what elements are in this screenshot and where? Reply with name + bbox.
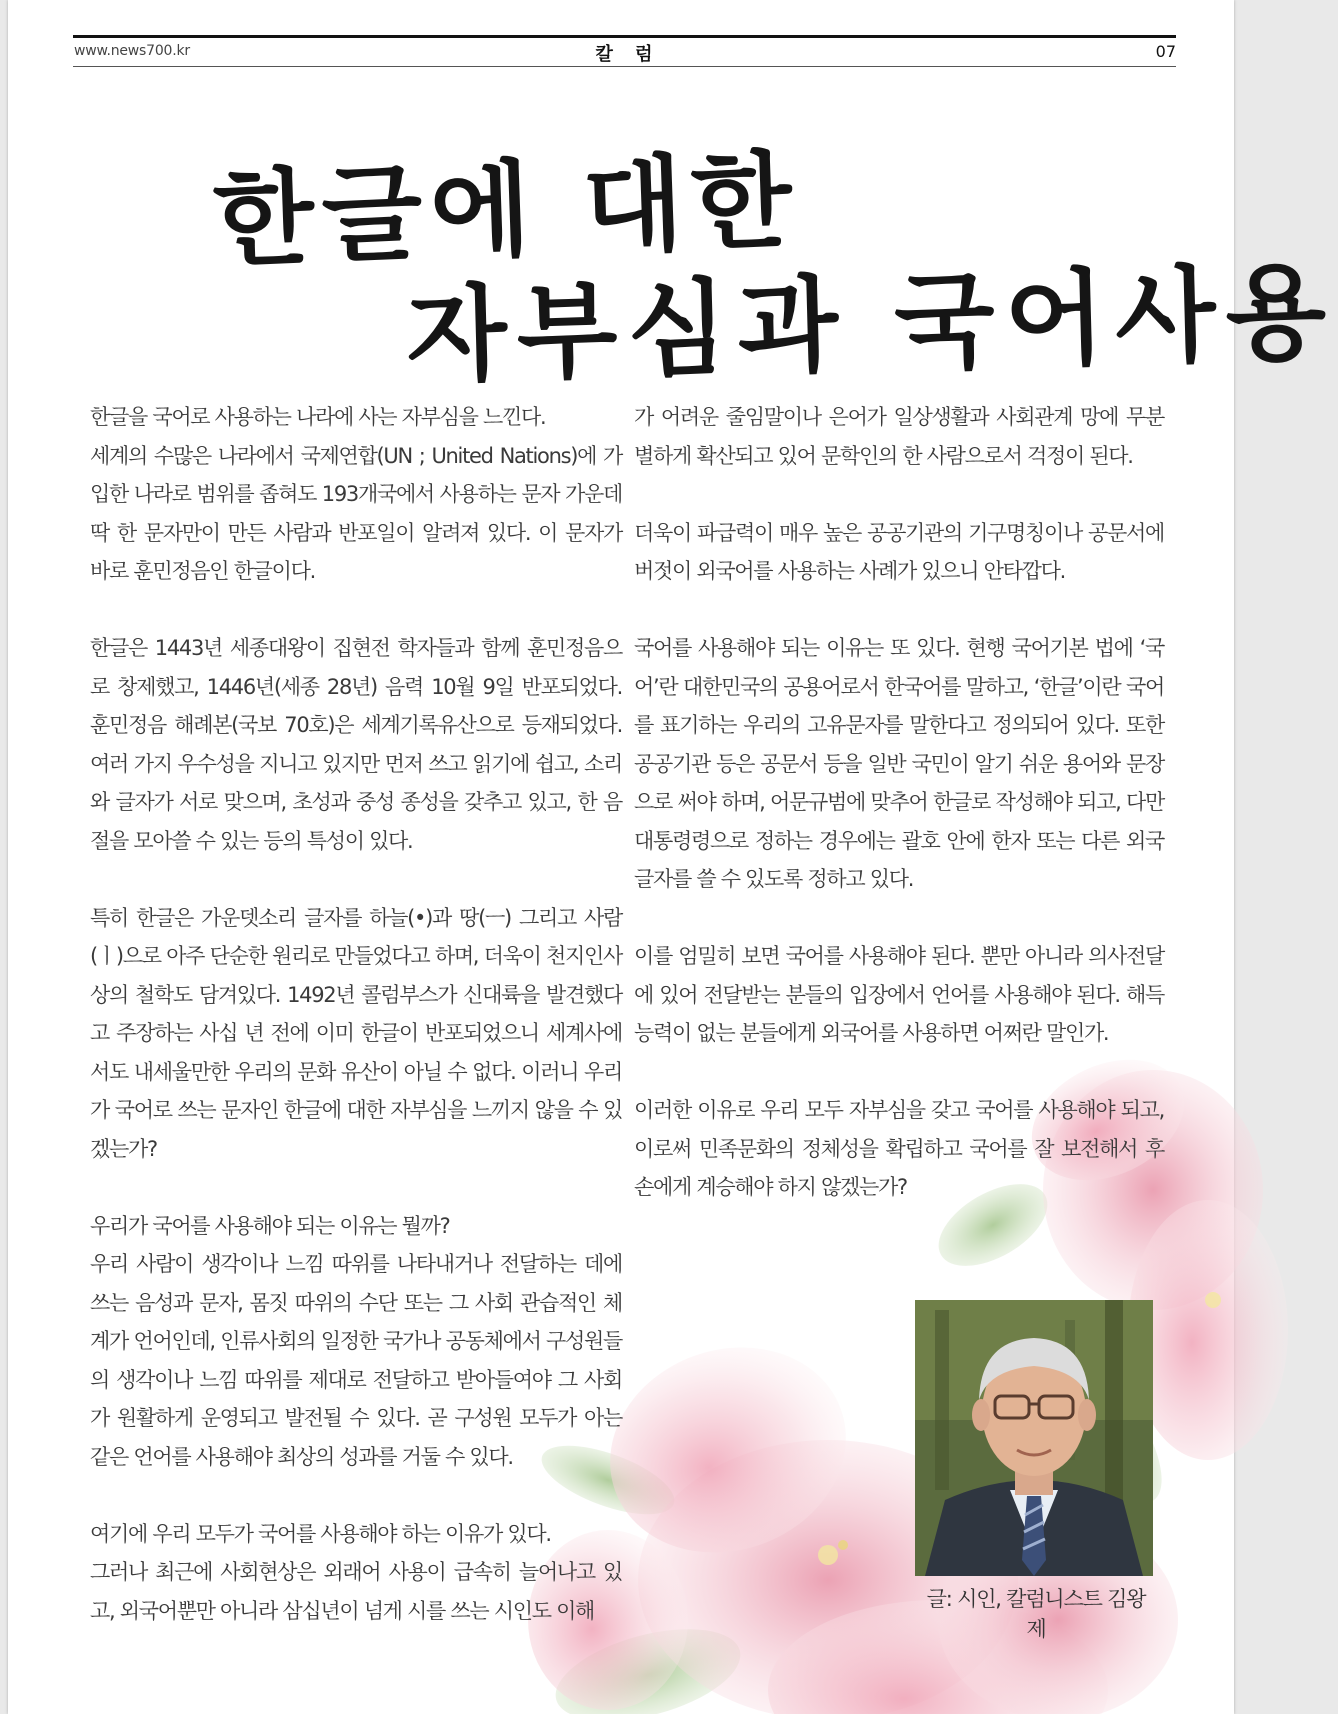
article-title-line-2: 자부심과 국어사용: [404, 249, 1338, 398]
article-paragraph: 더욱이 파급력이 매우 높은 공공기관의 기구명칭이나 공문서에 버젓이 외국어를 사용하는 사례가 있으니 안타깝다.: [634, 520, 1164, 583]
header-top-rule: [73, 35, 1176, 38]
newspaper-page: [8, 0, 1338, 1714]
header-bottom-rule: [73, 66, 1176, 67]
article-left-column: [90, 398, 622, 1630]
header-section-title: 칼 럼: [595, 44, 661, 65]
article-title-line-1: 한글에 대한: [211, 137, 802, 282]
article-paragraph: 가 어려운 줄임말이나 은어가 일상생활과 사회관계 망에 무분별하게 확산되고 있어 문학인의 한 사람으로서 걱정이 된다.: [634, 405, 1164, 468]
author-portrait-photo: [915, 1300, 1153, 1576]
article-paragraph: 한글을 국어로 사용하는 나라에 사는 자부심을 느낀다. 세계의 수많은 나라에서 국제연합(UN ; United Nations)에 가입한 나라로 범위를 좁혀도 193개국에서 사용하는 문자 가운데 딱 한 문자만이 만든 사람과 반포일이 알려져 있다. 이 문자가 바로 훈민정음인 한글이다.: [90, 405, 622, 583]
article-paragraph: 국어를 사용해야 되는 이유는 또 있다. 현행 국어기본 법에 ‘국어’란 대한민국의 공용어로서 한국어를 말하고, ‘한글’이란 국어를 표기하는 우리의 고유문자를 말한다고 정의되어 있다. 또한 공공기관 등은 공문서 등을 일반 국민이 알기 쉬운 용어와 문장으로 써야 하며, 어문규범에 맞추어 한글로 작성해야 되고, 다만 대통령령으로 정하는 경우에는 괄호 안에 한자 또는 다른 외국 글자를 쓸 수 있도록 정하고 있다.: [634, 636, 1164, 891]
article-paragraph: 여기에 우리 모두가 국어를 사용해야 하는 이유가 있다. 그러나 최근에 사회현상은 외래어 사용이 급속히 늘어나고 있고, 외국어뿐만 아니라 삼십년이 넘게 시를 쓰는 시인도 이해: [90, 1521, 622, 1623]
header-website-url: www.news700.kr: [74, 43, 190, 59]
article-right-column: [634, 398, 1164, 1207]
article-paragraph: 이러한 이유로 우리 모두 자부심을 갖고 국어를 사용해야 되고, 이로써 민족문화의 정체성을 확립하고 국어를 잘 보전해서 후손에게 계승해야 하지 않겠는가?: [634, 1098, 1164, 1199]
article-paragraph: 한글은 1443년 세종대왕이 집현전 학자들과 함께 훈민정음으로 창제했고, 1446년(세종 28년) 음력 10월 9일 반포되었다. 훈민정음 해례본(국보 70호)은 세계기록유산으로 등재되었다. 여러 가지 우수성을 지니고 있지만 먼저 쓰고 읽기에 쉽고, 소리와 글자가 서로 맞으며, 초성과 중성 종성을 갖추고 있고, 한 음절을 모아쓸 수 있는 등의 특성이 있다.: [90, 636, 622, 853]
author-caption: 글: 시인, 칼럼니스트 김왕제: [926, 1587, 1146, 1641]
article-paragraph: 이를 엄밀히 보면 국어를 사용해야 된다. 뿐만 아니라 의사전달에 있어 전달받는 분들의 입장에서 언어를 사용해야 된다. 해득능력이 없는 분들에게 외국어를 사용하면 어쩌란 말인가.: [634, 944, 1164, 1045]
header-page-number: 07: [1155, 42, 1176, 61]
article-paragraph: 우리가 국어를 사용해야 되는 이유는 뭘까? 우리 사람이 생각이나 느낌 따위를 나타내거나 전달하는 데에 쓰는 음성과 문자, 몸짓 따위의 수단 또는 그 사회 관습적인 체계가 언어인데, 인류사회의 일정한 국가나 공동체에서 구성원들의 생각이나 느낌 따위를 제대로 전달하고 받아들여야 그 사회가 원활하게 운영되고 발전될 수 있다. 곧 구성원 모두가 아는 같은 언어를 사용해야 최상의 성과를 거둘 수 있다.: [90, 1213, 622, 1469]
article-paragraph: 특히 한글은 가운뎃소리 글자를 하늘(•)과 땅(ㅡ) 그리고 사람(ㅣ)으로 아주 단순한 원리로 만들었다고 하며, 더욱이 천지인사상의 철학도 담겨있다. 1492년 콜럼부스가 신대륙을 발견했다고 주장하는 사십 년 전에 이미 한글이 반포되었으니 세계사에서도 내세울만한 우리의 문화 유산이 아닐 수 없다. 이러니 우리가 국어로 쓰는 문자인 한글에 대한 자부심을 느끼지 않을 수 있겠는가?: [90, 905, 622, 1161]
